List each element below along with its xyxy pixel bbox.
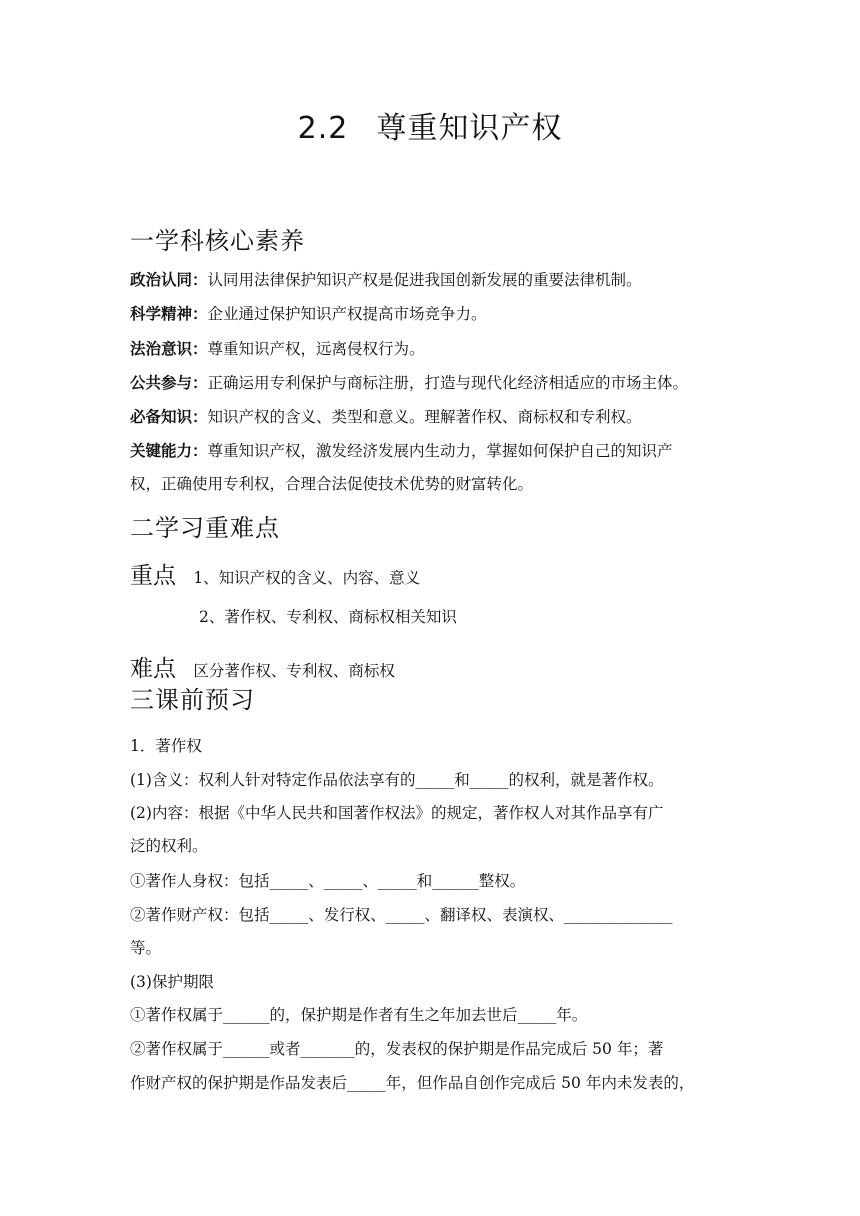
section-heading-key-difficult: 二学习重难点 — [130, 514, 280, 542]
key-points-label: 重点 — [130, 563, 176, 589]
literacy-label: 政治认同： — [130, 271, 208, 289]
preview-line: (3)保护期限 — [130, 973, 214, 991]
preview-line: 1．著作权 — [130, 737, 202, 755]
preview-line: ②著作权属于______或者_______的，发表权的保护期是作品完成后 50 年；著 — [130, 1040, 664, 1058]
key-point-item: 2、著作权、专利权、商标权相关知识 — [199, 608, 457, 626]
preview-line: (2)内容：根据《中华人民共和国著作权法》的规定，著作权人对其作品享有广 — [130, 804, 664, 822]
literacy-label: 必备知识： — [130, 408, 208, 426]
literacy-label: 法治意识： — [130, 340, 208, 358]
difficult-point-item: 区分著作权、专利权、商标权 — [193, 662, 395, 680]
preview-line: 泛的权利。 — [130, 837, 208, 855]
literacy-item — [130, 302, 487, 324]
title-number: 2.2 — [297, 111, 349, 146]
literacy-text: 企业通过保护知识产权提高市场竞争力。 — [207, 305, 487, 323]
key-point-item: 1、知识产权的含义、内容、意义 — [193, 569, 421, 587]
literacy-item — [130, 439, 673, 461]
literacy-item — [130, 405, 642, 427]
literacy-label: 科学精神： — [130, 305, 208, 323]
literacy-item — [130, 268, 642, 290]
preview-line: ①著作权属于______的，保护期是作者有生之年加去世后_____年。 — [130, 1006, 588, 1024]
literacy-text: 正确运用专利保护与商标注册，打造与现代化经济相适应的市场主体。 — [207, 374, 689, 392]
difficult-points-row — [130, 650, 395, 683]
title-text: 尊重知识产权 — [376, 111, 563, 146]
preview-line: ②著作财产权：包括_____、发行权、_____、翻译权、表演权、______________ — [130, 906, 673, 924]
preview-line: 等。 — [130, 939, 162, 957]
preview-line: ①著作人身权：包括_____、_____、_____和______整权。 — [130, 872, 526, 890]
section-heading-preview: 三课前预习 — [130, 686, 255, 714]
literacy-item — [130, 337, 425, 359]
literacy-label: 公共参与： — [130, 374, 208, 392]
literacy-label: 关键能力： — [130, 442, 208, 460]
literacy-text: 知识产权的含义、类型和意义。理解著作权、商标权和专利权。 — [207, 408, 642, 426]
literacy-item — [130, 371, 688, 393]
preview-line: 作财产权的保护期是作品发表后_____年，但作品自创作完成后 50 年内未发表的， — [130, 1074, 695, 1092]
preview-line: (1)含义：权利人针对特定作品依法享有的_____和_____的权利，就是著作权。 — [130, 771, 664, 789]
literacy-text: 尊重知识产权，激发经济发展内生动力，掌握如何保护自己的知识产 — [207, 442, 673, 460]
literacy-text: 尊重知识产权，远离侵权行为。 — [207, 340, 425, 358]
page-title — [0, 103, 860, 147]
difficult-points-label: 难点 — [130, 656, 176, 682]
literacy-text: 认同用法律保护知识产权是促进我国创新发展的重要法律机制。 — [207, 271, 642, 289]
section-heading-core-literacy: 一学科核心素养 — [130, 227, 305, 255]
literacy-item-continuation: 权，正确使用专利权，合理合法促使技术优势的财富转化。 — [130, 475, 534, 493]
key-points-row — [130, 557, 420, 590]
